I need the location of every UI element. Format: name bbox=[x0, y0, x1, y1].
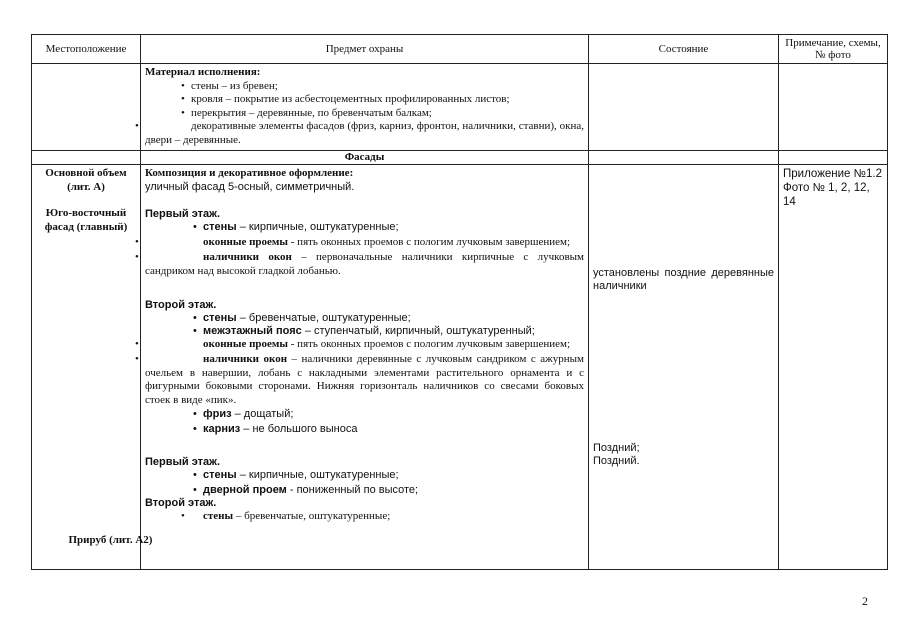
annex-floor1-door: • дверной проем - пониженный по высоте; bbox=[145, 484, 584, 497]
annex-floor2-walls: • стены – бревенчатые, оштукатуренные; bbox=[145, 510, 584, 524]
condition-late-2: Поздний. bbox=[593, 455, 640, 468]
note-cell bbox=[779, 165, 888, 570]
material-decor: декоративные элементы фасадов (фриз, карниз, фронтон, наличники, ставни), окна, двери – деревянные. bbox=[145, 120, 584, 146]
floor2-heading: Второй этаж. bbox=[145, 298, 217, 311]
annex-floor2-heading: Второй этаж. bbox=[145, 496, 217, 509]
main-volume-label: Основной объем (лит. А) bbox=[45, 167, 127, 193]
floor2-belt: • межэтажный пояс – ступенчатый, кирпичный, оштукатуренный; bbox=[145, 325, 584, 338]
floor1-walls: • стены – кирпичные, оштукатуренные; bbox=[145, 221, 584, 234]
floor1-trims: • наличники окон – первоначальные наличники кирпичные с лучковым сандриком над высокой гладкой лобанью. bbox=[135, 251, 584, 277]
composition-text: уличный фасад 5-осный, симметричный. bbox=[145, 180, 355, 193]
note-photos: Фото № 1, 2, 12, 14 bbox=[783, 182, 870, 209]
annex-label: Прируб (лит. А2) bbox=[68, 533, 153, 546]
facades-row bbox=[32, 150, 888, 165]
protection-subject-table bbox=[31, 34, 888, 570]
floor1-openings: • оконные проемы - пять оконных проемов с пологим лучковым завершением; bbox=[135, 235, 571, 248]
material-row bbox=[32, 64, 888, 151]
facades-title: Фасады bbox=[141, 150, 589, 165]
condition-trims-note-line: установлены поздние деревянные наличники bbox=[593, 267, 774, 293]
material-item: • кровля – покрытие из асбестоцементных профилированных листов; bbox=[145, 93, 584, 107]
annex-floor1-walls: • стены – кирпичные, оштукатуренные; bbox=[145, 469, 584, 482]
facade-label: Юго-восточный фасад (главный) bbox=[44, 207, 128, 233]
material-heading: Материал исполнения: bbox=[145, 66, 261, 78]
floor2-trims: • наличники окон – наличники деревянные с лучковым сандриком с ажурным очельем в навершии, лобань с накладными элементами растительного орнамента и с фигурными боковыми сторонами. Нижняя горизонталь наличников со свесами боковых стоек в виде «пик». bbox=[135, 353, 584, 406]
material-item: • стены – из бревен; bbox=[145, 80, 584, 94]
header-subject: Предмет охраны bbox=[141, 35, 589, 64]
facade-details-row bbox=[32, 165, 888, 570]
header-condition: Состояние bbox=[589, 35, 779, 64]
condition-trims-note bbox=[593, 267, 774, 293]
header-location: Местоположение bbox=[32, 35, 141, 64]
floor1-heading: Первый этаж. bbox=[145, 207, 221, 220]
material-cell: Материал исполнения: • стены – из бревен; • кровля – покрытие из асбестоцементных профилированных листов; • перекрытия – деревянные, по бревенчатым балкам; • декоративные элементы фасадов (фриз, карниз, фронтон, наличники, ставни), окна, двери – деревянные. bbox=[141, 64, 589, 151]
annex-floor1-heading: Первый этаж. bbox=[145, 455, 221, 468]
floor2-openings: • оконные проемы - пять оконных проемов с пологим лучковым завершением; bbox=[135, 337, 571, 350]
location-cell bbox=[32, 165, 153, 570]
condition-late-1: Поздний; bbox=[593, 442, 640, 455]
table-header-row bbox=[32, 35, 888, 64]
header-note: Примечание, схемы, № фото bbox=[779, 35, 888, 64]
condition-cell bbox=[589, 165, 779, 570]
floor2-walls: • стены – бревенчатые, оштукатуренные; bbox=[145, 312, 584, 325]
note-appendix: Приложение №1.2 bbox=[783, 168, 882, 181]
floor2-cornice: • карниз – не большого выноса bbox=[145, 423, 584, 436]
floor2-frieze: • фриз – дощатый; bbox=[145, 408, 584, 421]
subject-cell bbox=[135, 165, 589, 570]
page-number: 2 bbox=[862, 594, 868, 608]
composition-heading: Композиция и декоративное оформление: bbox=[145, 167, 354, 180]
material-item: • перекрытия – деревянные, по бревенчатым балкам; bbox=[145, 107, 584, 121]
